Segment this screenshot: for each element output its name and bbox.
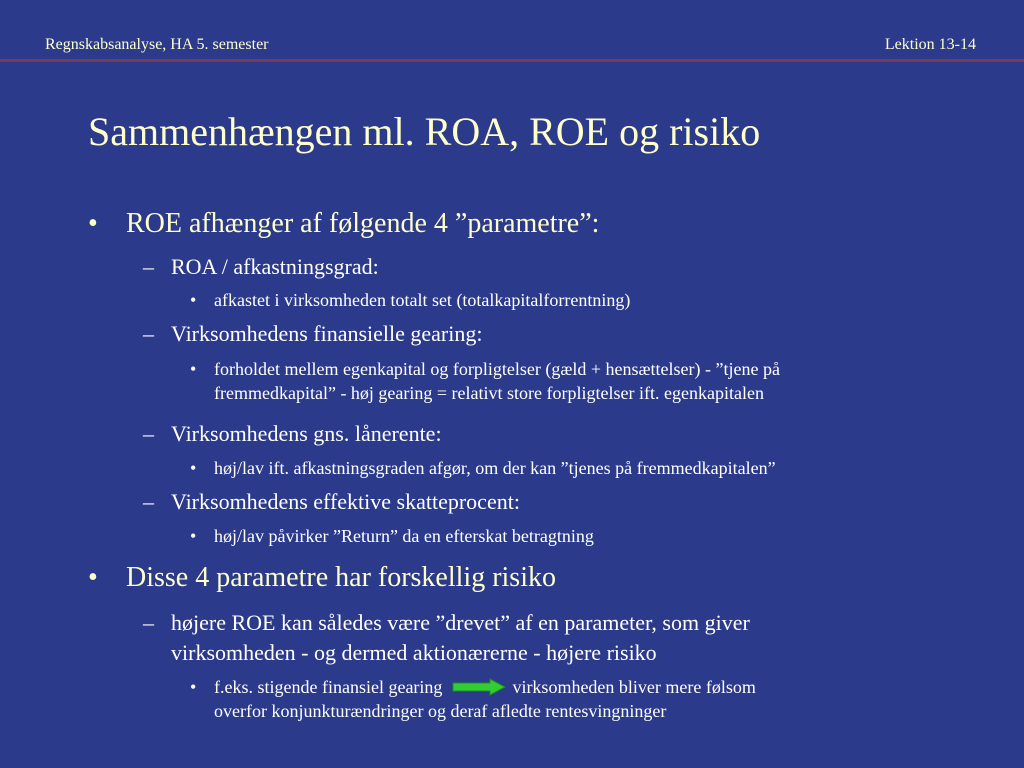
bullet-mark: • — [190, 677, 197, 697]
bullet-text: ROE afhænger af følgende 4 ”parametre”: — [126, 208, 600, 239]
bullet-mark: • — [88, 562, 98, 593]
sub-sub-bullet-gearing — [190, 357, 780, 405]
sub-bullet-text: Virksomhedens gns. lånerente: — [171, 421, 442, 446]
sub-bullet-tax — [143, 489, 520, 515]
sub-bullet-roa — [143, 254, 379, 280]
bullet-mark: • — [190, 359, 197, 379]
dash-mark: – — [143, 489, 154, 514]
lecture-number: Lektion 13-14 — [884, 36, 976, 53]
sub-sub-bullet-text: høj/lav påvirker ”Return” da en efterskat betragtning — [214, 526, 594, 546]
bullet-risk — [88, 562, 556, 594]
sub-bullet-text-line1: højere ROE kan således være ”drevet” af en parameter, som giver — [171, 610, 750, 635]
sub-bullet-text: Virksomhedens effektive skatteprocent: — [171, 489, 520, 514]
sub-bullet-text: Virksomhedens finansielle gearing: — [171, 321, 483, 346]
sub-sub-bullet-tax — [190, 524, 594, 548]
bullet-text: Disse 4 parametre har forskellig risiko — [126, 562, 556, 593]
dash-mark: – — [143, 254, 154, 279]
bullet-mark: • — [190, 458, 197, 478]
sub-sub-bullet-text: høj/lav ift. afkastningsgraden afgør, om der kan ”tjenes på fremmedkapitalen” — [214, 458, 776, 478]
sub-bullet-text-line2: virksomheden - og dermed aktionærerne - højere risiko — [171, 640, 657, 665]
sub-sub-bullet-example — [190, 675, 756, 723]
bullet-mark: • — [88, 208, 98, 239]
sub-bullet-higher-roe — [143, 608, 750, 668]
dash-mark: – — [143, 321, 154, 346]
course-name: Regnskabsanalyse, HA 5. semester — [45, 36, 269, 53]
right-arrow-icon — [452, 678, 506, 696]
bullet-roe-parameters — [88, 208, 600, 240]
sub-sub-bullet-roa — [190, 288, 631, 312]
sub-bullet-gearing — [143, 321, 483, 347]
sub-sub-bullet-text-line1: forholdet mellem egenkapital og forpligtelser (gæld + hensættelser) - ”tjene på — [214, 359, 780, 379]
dash-mark: – — [143, 421, 154, 446]
sub-sub-bullet-text: afkastet i virksomheden totalt set (totalkapitalforrentning) — [214, 290, 631, 310]
slide-title: Sammenhængen ml. ROA, ROE og risiko — [88, 109, 761, 154]
sub-bullet-text: ROA / afkastningsgrad: — [171, 254, 379, 279]
bullet-mark: • — [190, 290, 197, 310]
example-text-line2: overfor konjunkturændringer og deraf afledte rentesvingninger — [214, 701, 667, 721]
dash-mark: – — [143, 610, 154, 635]
sub-bullet-interest — [143, 421, 442, 447]
example-text-after: virksomheden bliver mere følsom — [512, 677, 756, 697]
sub-sub-bullet-interest — [190, 456, 776, 480]
bullet-mark: • — [190, 526, 197, 546]
sub-sub-bullet-text-line2: fremmedkapital” - høj gearing = relativt store forpligtelser ift. egenkapitalen — [214, 383, 764, 403]
example-text-before: f.eks. stigende finansiel gearing — [214, 677, 443, 697]
